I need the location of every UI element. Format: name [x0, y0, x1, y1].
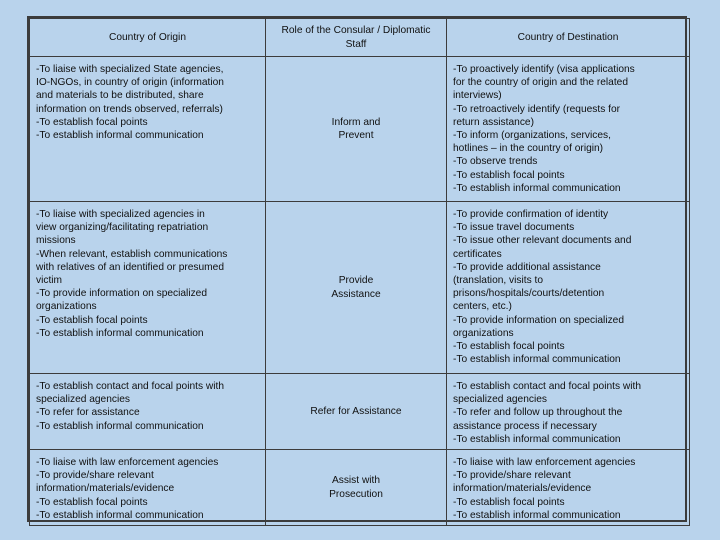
origin-text-line: -To refer for assistance — [36, 407, 140, 419]
destination-text-line: -To establish informal communication — [453, 182, 621, 194]
destination-cell — [447, 450, 690, 526]
destination-text-line: -To establish focal points — [453, 341, 565, 353]
origin-text-line: -To establish informal communication — [36, 327, 204, 339]
destination-text-line: organizations — [453, 327, 514, 339]
role-text-line: Inform and — [331, 116, 381, 128]
table-row — [30, 202, 690, 374]
destination-text-line: -To establish informal communication — [453, 354, 621, 366]
destination-text-line: certificates — [453, 248, 502, 260]
role-cell — [266, 374, 447, 450]
origin-text-line: specialized agencies — [36, 394, 131, 406]
origin-text-line: victim — [36, 275, 63, 287]
origin-text-line: -To provide information on specialized — [36, 288, 208, 300]
origin-text-line: -To establish focal points — [36, 314, 148, 326]
destination-text-line: return assistance) — [453, 116, 534, 128]
origin-cell — [30, 374, 266, 450]
destination-text-line: for the country of origin and the related — [453, 77, 628, 89]
role-text-line: Refer for Assistance — [310, 405, 402, 417]
destination-text-line: -To establish informal communication — [453, 509, 621, 521]
header-destination: Country of Destination — [447, 19, 690, 57]
origin-text-line: -To provide/share relevant — [36, 470, 154, 482]
origin-text-line: -To establish informal communication — [36, 420, 204, 432]
destination-text-line: -To refer and follow up throughout the — [453, 407, 623, 419]
role-text-line: Assistance — [331, 288, 381, 300]
destination-text-line: centers, etc.) — [453, 301, 512, 313]
destination-text-line: assistance process if necessary — [453, 420, 597, 432]
origin-text-line: -To establish focal points — [36, 496, 148, 508]
destination-text-line: (translation, visits to — [453, 275, 544, 287]
destination-text-line: -To observe trends — [453, 156, 538, 168]
consular-roles-table-frame — [27, 16, 687, 522]
origin-text-line: and materials to be distributed, share — [36, 90, 204, 102]
origin-text-line: -To establish informal communication — [36, 130, 204, 142]
role-cell — [266, 57, 447, 202]
origin-text-line: view organizing/facilitating repatriation — [36, 222, 209, 234]
origin-text-line: -To establish contact and focal points with — [36, 381, 225, 392]
destination-text-line: specialized agencies — [453, 394, 548, 406]
destination-text-line: -To provide additional assistance — [453, 261, 601, 273]
origin-text-line: with relatives of an identified or presumed — [36, 261, 225, 273]
origin-text-line: -To liaise with law enforcement agencies — [36, 457, 219, 469]
destination-cell — [447, 202, 690, 374]
destination-text-line: interviews) — [453, 90, 502, 102]
destination-text-line: -To establish informal communication — [453, 433, 621, 445]
destination-text-line: -To provide information on specialized — [453, 314, 625, 326]
header-role: Role of the Consular / Diplomatic Staff — [266, 19, 447, 57]
destination-text-line: hotlines – in the country of origin) — [453, 143, 604, 155]
role-cell — [266, 450, 447, 526]
destination-text-line: -To establish focal points — [453, 169, 565, 181]
role-text-line: Prosecution — [329, 488, 383, 500]
origin-text-line: -To establish focal points — [36, 116, 148, 128]
origin-cell — [30, 202, 266, 374]
origin-text-line: organizations — [36, 301, 97, 313]
role-text-line: Prevent — [338, 130, 374, 141]
destination-text-line: -To issue other relevant documents and — [453, 235, 632, 247]
destination-text-line: -To retroactively identify (requests for — [453, 103, 621, 115]
destination-cell — [447, 374, 690, 450]
destination-text-line: -To liaise with law enforcement agencies — [453, 457, 636, 469]
destination-text-line: -To provide/share relevant — [453, 470, 571, 482]
destination-text-line: -To establish contact and focal points with — [453, 381, 642, 392]
header-origin: Country of Origin — [30, 19, 266, 57]
origin-text-line: information/materials/evidence — [36, 483, 175, 495]
destination-text-line: -To provide confirmation of identity — [453, 209, 609, 220]
destination-cell — [447, 57, 690, 202]
origin-cell — [30, 450, 266, 526]
destination-text-line: -To issue travel documents — [453, 222, 575, 234]
table-row — [30, 450, 690, 526]
destination-text-line: -To proactively identify (visa applications — [453, 64, 635, 75]
role-text-line: Provide — [338, 275, 374, 287]
table-row — [30, 374, 690, 450]
origin-text-line: -To liaise with specialized State agencies, — [36, 64, 224, 75]
destination-text-line: information/materials/evidence — [453, 483, 592, 495]
origin-text-line: -When relevant, establish communications — [36, 248, 228, 260]
origin-cell — [30, 57, 266, 202]
origin-text-line: -To establish informal communication — [36, 509, 204, 521]
consular-roles-table — [29, 18, 690, 526]
destination-text-line: prisons/hospitals/courts/detention — [453, 288, 605, 300]
origin-text-line: information on trends observed, referrals) — [36, 103, 223, 115]
origin-text-line: -To liaise with specialized agencies in — [36, 209, 205, 220]
destination-text-line: -To establish focal points — [453, 496, 565, 508]
header-row — [30, 19, 690, 57]
destination-text-line: -To inform (organizations, services, — [453, 130, 611, 142]
role-text-line: Assist with — [331, 475, 381, 487]
origin-text-line: IO-NGOs, in country of origin (information — [36, 77, 224, 89]
table-row — [30, 57, 690, 202]
role-cell — [266, 202, 447, 374]
origin-text-line: missions — [36, 235, 76, 247]
